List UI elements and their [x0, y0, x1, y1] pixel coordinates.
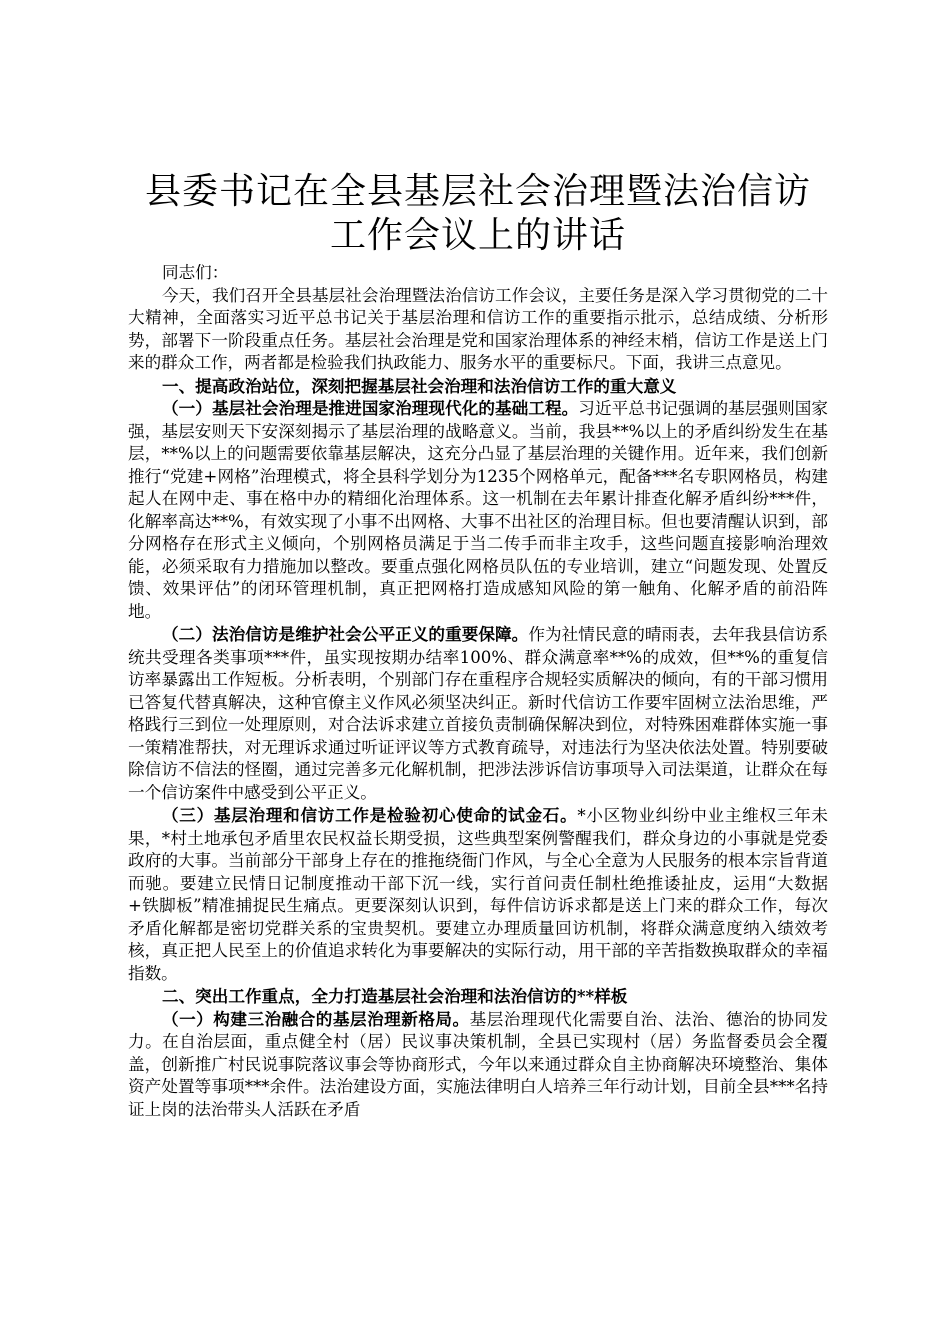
section-2-paragraph-1-lead: （一）构建三治融合的基层治理新格局。 [162, 1008, 470, 1029]
intro-paragraph: 今天，我们召开全县基层社会治理暨法治信访工作会议，主要任务是深入学习贯彻党的二十大精神，全面落实习近平总书记关于基层治理和信访工作的重要指示批示，总结成绩、分析形势，部署下一阶段重点任务。基层社会治理是党和国家治理体系的神经末梢，信访工作是送上门来的群众工作，两者都是检验我们执政能力、服务水平的重要标尺。下面，我讲三点意见。 [128, 285, 828, 372]
section-1-heading: 一、提高政治站位，深刻把握基层社会治理和法治信访工作的重大意义 [162, 375, 677, 396]
document-page [128, 170, 828, 1121]
section-1-paragraph-2-lead: （二）法治信访是维护社会公平正义的重要保障。 [162, 624, 529, 644]
section-1-paragraph-2-text: 作为社情民意的晴雨表，去年我县信访系统共受理各类事项***件，虽实现按期办结率100%、群众满意率**%的成效，但**%的重复信访率暴露出工作短板。分析表明，个别部门存在重程序合规轻实质解决的倾向，有的干部习惯用已答复代替真解决，这种官僚主义作风必须坚决纠正。新时代信访工作要牢固树立法治思维，严格践行三到位一处理原则，对合法诉求建立首接负责制确保解决到位，对特殊困难群体实施一事一策精准帮扶，对无理诉求通过听证评议等方式教育疏导，对违法行为坚决依法处置。特别要破除信访不信法的怪圈，通过完善多元化解机制，把涉法涉诉信访事项导入司法渠道，让群众在每一个信访案件中感受到公平正义。 [128, 625, 829, 802]
section-1-paragraph-3-lead: （三）基层治理和信访工作是检验初心使命的试金石。 [162, 805, 578, 825]
section-2-heading: 二、突出工作重点，全力打造基层社会治理和法治信访的**样板 [162, 986, 628, 1006]
section-1-paragraph-3 [128, 804, 828, 985]
section-1-paragraph-1-text: 习近平总书记强调的基层强则国家强，基层安则天下安深刻揭示了基层治理的战略意义。当前，我县**%以上的矛盾纠纷发生在基层，**%以上的问题需要依靠基层解决，这充分凸显了基层治理的关键作用。近年来，我们创新推行“党建+网格”治理模式，将全县科学划分为1235个网格单元，配备***名专职网格员，构建起人在网中走、事在格中办的精细化治理体系。这一机制在去年累计排查化解矛盾纠纷***件，化解率高达**%，有效实现了小事不出网格、大事不出社区的治理目标。但也要清醒认识到，部分网格存在形式主义倾向，个别网格员满足于当二传手而非主攻手，这些问题直接影响治理效能，必须采取有力措施加以整改。要重点强化网格员队伍的专业培训，建立“问题发现、处置反馈、效果评估”的闭环管理机制，真正把网格打造成感知风险的第一触角、化解矛盾的前沿阵地。 [128, 399, 829, 621]
section-1-paragraph-1 [128, 397, 828, 623]
section-1-paragraph-1-lead: （一）基层社会治理是推进国家治理现代化的基础工程。 [162, 398, 579, 418]
greeting: 同志们： [162, 263, 229, 282]
section-2-paragraph-1 [128, 1008, 828, 1122]
section-2-paragraph-1-text: 基层治理现代化需要自治、法治、德治的协同发力。在自治层面，重点健全村（居）民议事决策机制，全县已实现村（居）务监督委员会全覆盖，创新推广村民说事院落议事会等协商形式，今年以来通过群众自主协商解决环境整治、集体资产处置等事项***余件。法治建设方面，实施法律明白人培养三年行动计划，目前全县***名持证上岗的法治带头人活跃在矛盾 [128, 1009, 829, 1119]
section-1-paragraph-2 [128, 623, 828, 804]
document-title: 县委书记在全县基层社会治理暨法治信访工作会议上的讲话 [144, 171, 811, 256]
section-1-paragraph-3-text: *小区物业纠纷中业主维权三年未果，*村土地承包矛盾里农民权益长期受损，这些典型案例警醒我们，群众身边的小事就是党委政府的大事。当前部分干部身上存在的推拖绕衙门作风，与全心全意为人民服务的根本宗旨背道而驰。要建立民情日记制度推动干部下沉一线，实行首问责任制杜绝推诿扯皮，运用“大数据+铁脚板”精准捕捉民生痛点。更要深刻认识到，每件信访诉求都是送上门来的群众工作，每次矛盾化解都是密切党群关系的宝贵契机。要建立办理质量回访机制，将群众满意度纳入绩效考核，真正把人民至上的价值追求转化为事要解决的实际行动，用干部的辛苦指数换取群众的幸福指数。 [128, 806, 828, 983]
